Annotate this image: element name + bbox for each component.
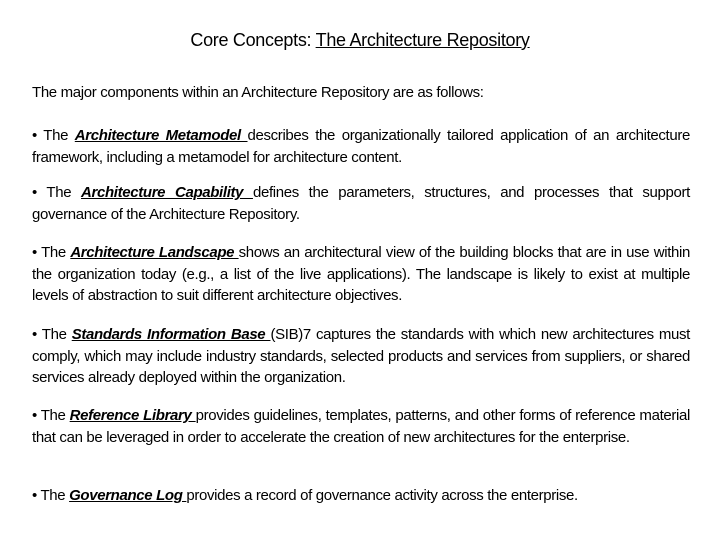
- description: defines the parameters, structures, and processes that support governance of the Architecture Repository.: [32, 184, 690, 223]
- page-title: [0, 30, 720, 51]
- term: Standards Information Base: [71, 326, 271, 343]
- bullet: • The: [32, 326, 72, 343]
- title-underlined: The Architecture Repository: [315, 30, 530, 50]
- description: provides a record of governance activity across the enterprise.: [186, 487, 578, 504]
- list-item-capability: [32, 182, 690, 225]
- list-item-landscape: [32, 242, 690, 307]
- bullet: • The: [32, 244, 71, 261]
- bullet: • The: [32, 184, 82, 201]
- list-item-reference-library: [32, 405, 690, 448]
- term: Reference Library: [69, 407, 196, 424]
- description: shows an architectural view of the building blocks that are in use within the organization today (e.g., a list of the live applications). The landscape is likely to exist at multiple levels of abstraction to suit different architecture objectives.: [32, 244, 690, 304]
- description: describes the organizationally tailored application of an architecture framework, including a metamodel for architecture content.: [32, 127, 690, 166]
- list-item-governance-log: [32, 485, 690, 507]
- title-prefix: Core Concepts:: [190, 30, 316, 50]
- intro-text: The major components within an Architecture Repository are as follows:: [32, 84, 484, 101]
- description: (SIB)7 captures the standards with which new architectures must comply, which may include industry standards, selected products and services from suppliers, or shared services already deployed within the organization.: [32, 326, 690, 386]
- list-item-metamodel: [32, 125, 690, 168]
- term: Governance Log: [69, 487, 187, 504]
- term: Architecture Metamodel: [74, 127, 248, 144]
- description: provides guidelines, templates, patterns, and other forms of reference material that can be leveraged in order to accelerate the creation of new architectures for the enterprise.: [32, 407, 690, 446]
- bullet: • The: [32, 487, 70, 504]
- list-item-sib: [32, 324, 690, 389]
- term: Architecture Capability: [81, 184, 253, 201]
- term: Architecture Landscape: [70, 244, 239, 261]
- bullet: • The: [32, 127, 75, 144]
- bullet: • The: [32, 407, 70, 424]
